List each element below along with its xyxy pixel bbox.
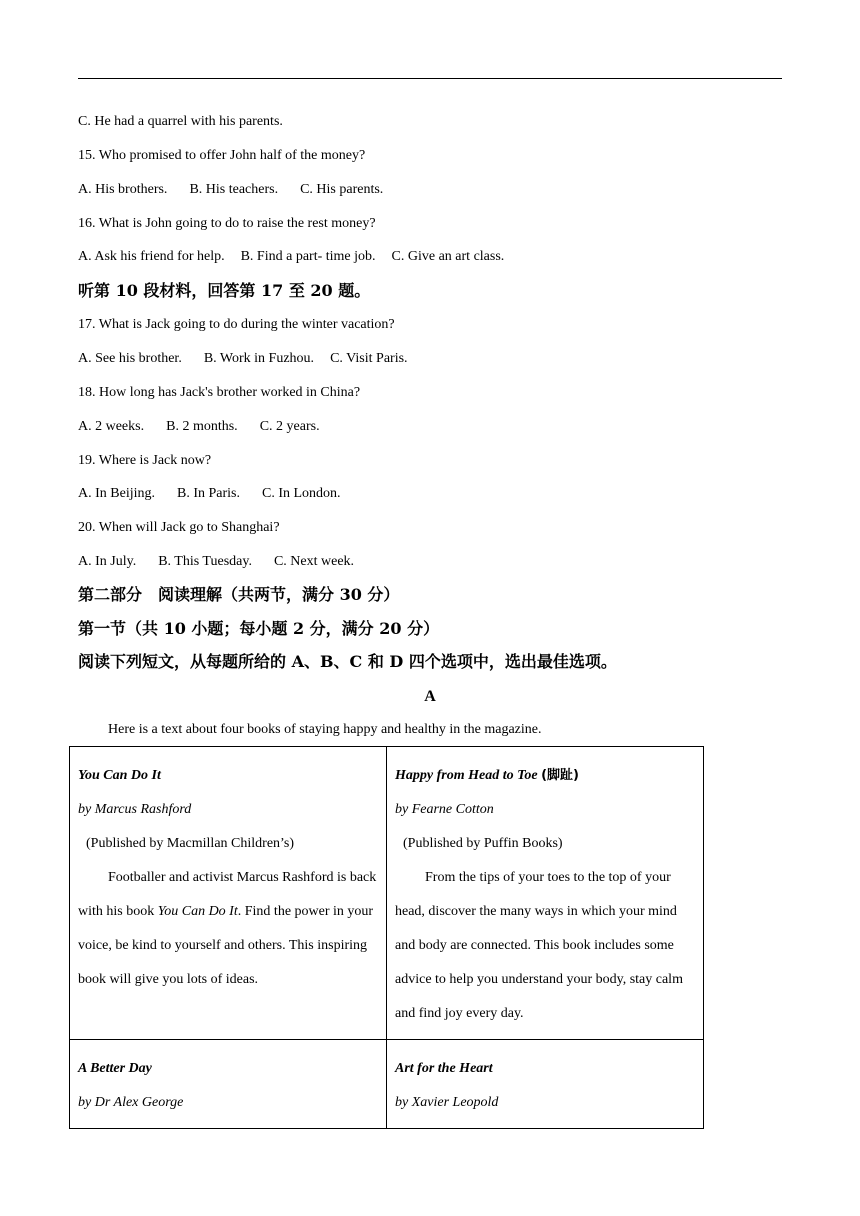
book-title: Art for the Heart [395,1061,493,1076]
book-title-note: (脚趾) [541,768,579,783]
question-18: 18. How long has Jack's brother worked in China? [78,385,361,400]
q19-option-a: A. In Beijing. [78,486,155,501]
q15-option-a: A. His brothers. [78,182,168,197]
book-cell-you-can-do-it [70,747,387,1040]
q18-option-c: C. 2 years. [259,419,320,434]
q20-option-a: A. In July. [78,554,137,569]
q19-option-b: B. In Paris. [177,486,240,501]
header-rule [78,78,782,79]
book-author: by Dr Alex George [78,1095,184,1110]
part-2-heading: 第二部分 阅读理解（共两节，满分 30 分） [78,585,400,604]
book-title [395,759,695,793]
q16-options [78,249,504,265]
book-author: by Marcus Rashford [78,802,192,817]
book-title: A Better Day [78,1061,152,1076]
question-15: 15. Who promised to offer John half of the money? [78,148,366,163]
q18-option-a: A. 2 weeks. [78,419,145,434]
question-17: 17. What is Jack going to do during the winter vacation? [78,317,395,332]
q16-option-c: C. Give an art class. [391,249,505,264]
book-cell-a-better-day [70,1040,387,1129]
desc-text: . Find the power in your voice, be kind to yourself and others. This inspiring book will give you lots of ideas. [78,904,374,987]
book-title: You Can Do It [78,768,161,783]
book-cell-art-for-the-heart [387,1040,704,1129]
books-table [69,746,704,1129]
book-title-text: Happy from Head to Toe [395,768,538,783]
desc-book-title: You Can Do It [157,904,238,919]
q15-option-b: B. His teachers. [189,182,279,197]
q20-option-b: B. This Tuesday. [158,554,252,569]
book-publisher: (Published by Puffin Books) [403,836,563,851]
table-row [70,747,704,1040]
table-row [70,1040,704,1129]
book-author: by Xavier Leopold [395,1095,499,1110]
q19-option-c: C. In London. [262,486,341,501]
section-10-heading: 听第 10 段材料，回答第 17 至 20 题。 [78,281,371,300]
q16-option-a: A. Ask his friend for help. [78,249,225,264]
book-author: by Fearne Cotton [395,802,494,817]
passage-intro: Here is a text about four books of staying happy and healthy in the magazine. [108,722,542,737]
book-description: From the tips of your toes to the top of your head, discover the many ways in which your mind and body are connected. This book includes some advice to help you understand your body, stay calm and find joy every day. [395,870,683,1021]
book-publisher: (Published by Macmillan Children’s) [86,836,295,851]
q20-option-c: C. Next week. [273,554,355,569]
passage-label: A [424,688,436,705]
section-1-heading: 第一节（共 10 小题；每小题 2 分，满分 20 分） [78,619,440,638]
book-cell-happy-from-head-to-toe [387,747,704,1040]
q17-option-a: A. See his brother. [78,351,182,366]
q14-option-c: C. He had a quarrel with his parents. [78,114,283,129]
q17-option-b: B. Work in Fuzhou. [203,351,315,366]
q17-option-c: C. Visit Paris. [330,351,408,366]
desc-text: Footballer and activist Marcus Rashford is back with his book [78,870,377,919]
reading-instructions: 阅读下列短文，从每题所给的 A、B、C 和 D 四个选项中，选出最佳选项。 [78,652,617,671]
q20-options [78,554,354,570]
question-20: 20. When will Jack go to Shanghai? [78,520,280,535]
q16-option-b: B. Find a part- time job. [240,249,376,264]
q15-options [78,182,383,198]
question-16: 16. What is John going to do to raise the rest money? [78,216,376,231]
book-description [78,861,378,997]
q17-options [78,351,408,367]
q15-option-c: C. His parents. [300,182,384,197]
question-19: 19. Where is Jack now? [78,453,212,468]
q19-options [78,486,341,502]
q18-options [78,419,320,435]
q18-option-b: B. 2 months. [166,419,238,434]
